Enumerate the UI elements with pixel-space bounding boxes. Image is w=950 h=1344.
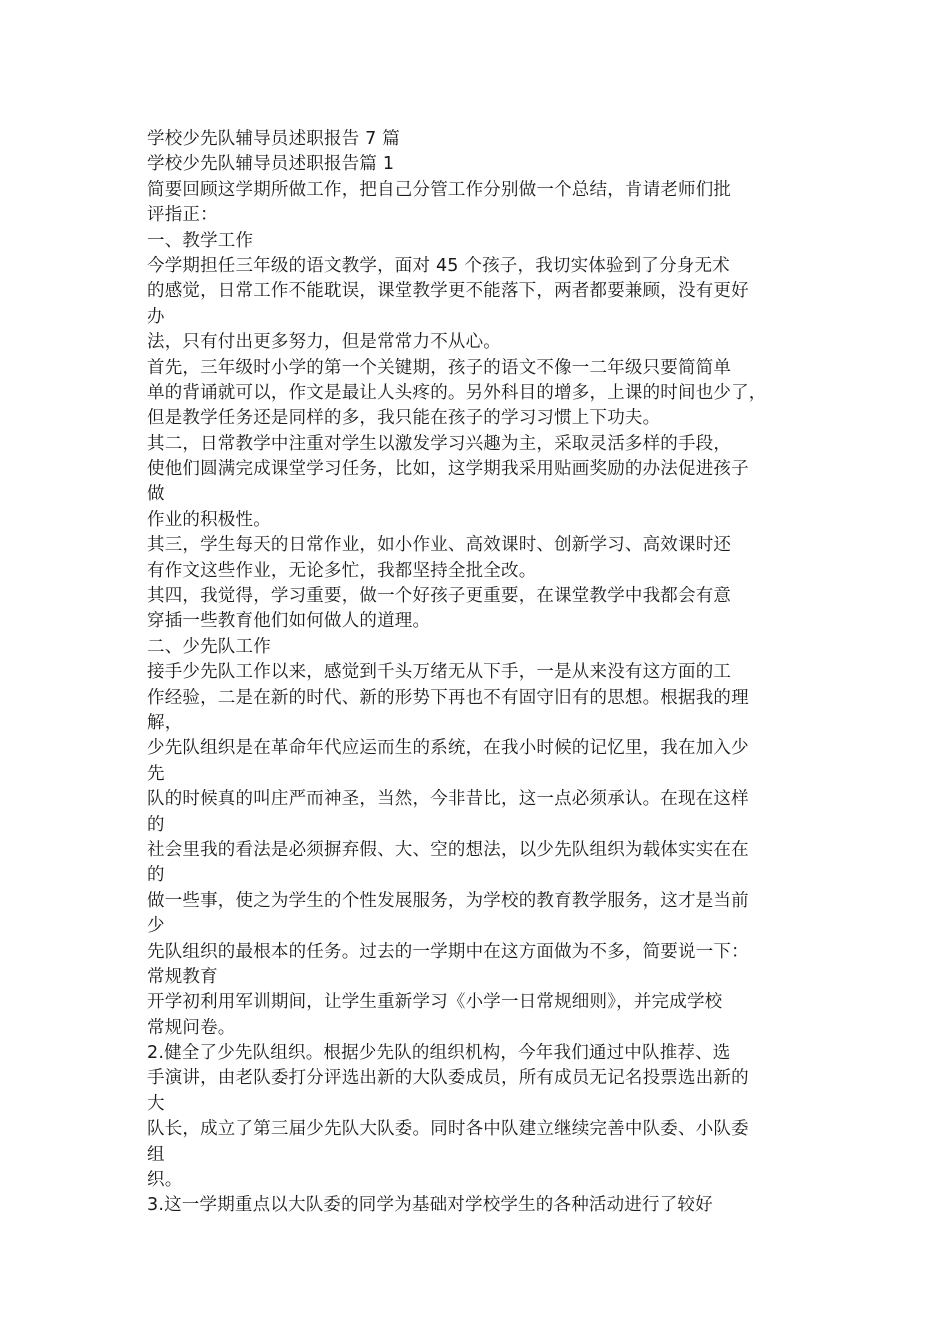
paragraph-line: 常规教育 — [147, 966, 218, 987]
paragraph-line: 评指正： — [147, 205, 218, 226]
paragraph-line: 一、教学工作 — [147, 230, 254, 251]
paragraph-line: 3.这一学期重点以大队委的同学为基础对学校学生的各种活动进行了较好 — [147, 1195, 713, 1216]
paragraph-line: 手演讲，由老队委打分评选出新的大队委成员，所有成员无记名投票选出新的 — [147, 1068, 749, 1089]
paragraph-line: 的感觉，日常工作不能耽误，课堂教学更不能落下，两者都要兼顾，没有更好 — [147, 281, 749, 302]
paragraph-line: 少 — [147, 916, 165, 937]
paragraph-line: 少先队组织是在革命年代应运而生的系统，在我小时候的记忆里，我在加入少 — [147, 738, 749, 759]
paragraph-line: 穿插一些教育他们如何做人的道理。 — [147, 611, 431, 632]
paragraph-line: 首先，三年级时小学的第一个关键期，孩子的语文不像一二年级只要简简单 — [147, 357, 732, 378]
paragraph-line: 法，只有付出更多努力，但是常常力不从心。 — [147, 332, 501, 353]
paragraph-line: 的 — [147, 814, 165, 835]
document-title-line: 学校少先队辅导员述职报告 7 篇 — [147, 129, 400, 149]
paragraph-line: 今学期担任三年级的语文教学，面对 45 个孩子，我切实体验到了分身无术 — [147, 255, 730, 276]
paragraph-line: 的 — [147, 865, 165, 886]
paragraph-line: 先队组织的最根本的任务。过去的一学期中在这方面做为不多，简要说一下： — [147, 941, 749, 962]
paragraph-line: 解， — [147, 712, 183, 733]
paragraph-line: 作经验，二是在新的时代、新的形势下再也不有固守旧有的思想。根据我的理 — [147, 687, 749, 708]
paragraph-line: 大 — [147, 1093, 165, 1114]
paragraph-line: 先 — [147, 763, 165, 784]
paragraph-line: 2.健全了少先队组织。根据少先队的组织机构，今年我们通过中队推荐、选 — [147, 1043, 731, 1064]
paragraph-line: 但是教学任务还是同样的多，我只能在孩子的学习习惯上下功夫。 — [147, 408, 661, 429]
paragraph-line: 织。 — [147, 1170, 183, 1191]
paragraph-line: 接手少先队工作以来，感觉到千头万绪无从下手，一是从来没有这方面的工 — [147, 662, 732, 683]
paragraph-line: 二、少先队工作 — [147, 636, 271, 657]
paragraph-line: 社会里我的看法是必须摒弃假、大、空的想法，以少先队组织为载体实实在在 — [147, 839, 749, 860]
paragraph-line: 其四，我觉得，学习重要，做一个好孩子更重要，在课堂教学中我都会有意 — [147, 586, 732, 607]
paragraph-line: 开学初利用军训期间，让学生重新学习《小学一日常规细则》，并完成学校 — [147, 992, 723, 1013]
paragraph-line: 做一些事，使之为学生的个性发展服务，为学校的教育教学服务，这才是当前 — [147, 890, 749, 911]
paragraph-line: 其二，日常教学中注重对学生以激发学习兴趣为主，采取灵活多样的手段， — [147, 433, 732, 454]
paragraph-line: 其三，学生每天的日常作业，如小作业、高效课时、创新学习、高效课时还 — [147, 535, 732, 556]
document-body — [147, 127, 827, 1219]
paragraph-line: 单的背诵就可以，作文是最让人头疼的。另外科目的增多，上课的时间也少了， — [147, 382, 767, 403]
paragraph-line: 有作文这些作业，无论多忙，我都坚持全批全改。 — [147, 560, 537, 581]
document-title-line: 学校少先队辅导员述职报告篇 1 — [147, 154, 395, 175]
paragraph-line: 常规问卷。 — [147, 1017, 236, 1038]
paragraph-line: 做 — [147, 484, 165, 505]
paragraph-line: 简要回顾这学期所做工作，把自己分管工作分别做一个总结，肯请老师们批 — [147, 179, 732, 200]
paragraph-line: 作业的积极性。 — [147, 509, 271, 530]
paragraph-line: 队的时候真的叫庄严而神圣，当然，今非昔比，这一点必须承认。在现在这样 — [147, 789, 749, 810]
paragraph-line: 组 — [147, 1144, 165, 1165]
paragraph-line: 使他们圆满完成课堂学习任务，比如，这学期我采用贴画奖励的办法促进孩子 — [147, 459, 749, 480]
paragraph-line: 队长，成立了第三届少先队大队委。同时各中队建立继续完善中队委、小队委 — [147, 1119, 749, 1140]
paragraph-line: 办 — [147, 306, 165, 327]
